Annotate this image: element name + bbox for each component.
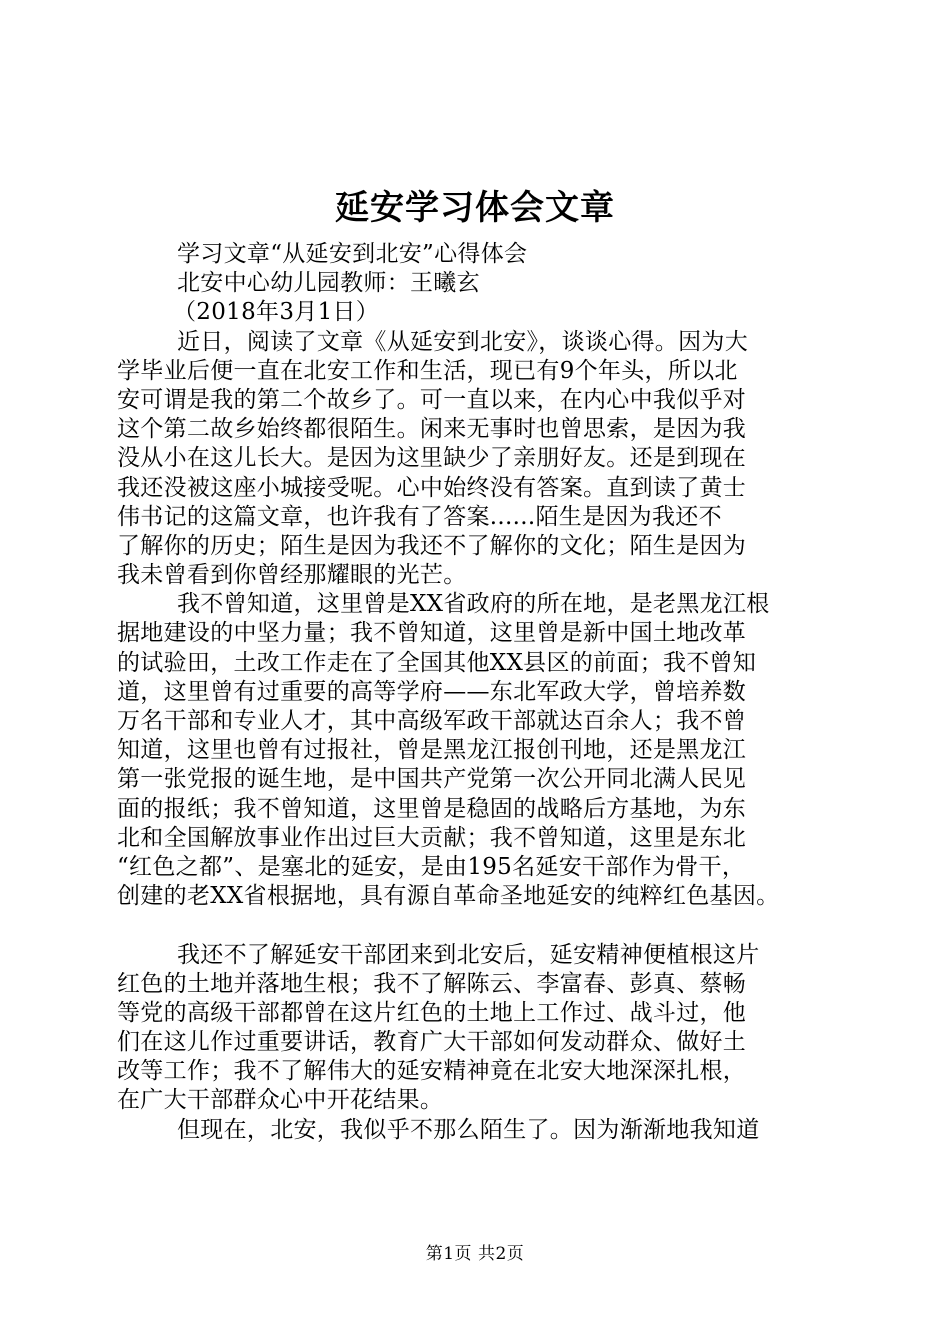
paragraph-line: 我还没被这座小城接受呢。心中始终没有答案。直到读了黄士 — [117, 474, 747, 501]
document-body — [117, 240, 837, 1145]
subtitle-line: 学习文章“从延安到北安”心得体会 — [177, 241, 528, 267]
page-number-footer: 第1页 共2页 — [425, 1244, 525, 1264]
paragraph-line: 的试验田，土改工作走在了全国其他XX县区的前面；我不曾知 — [117, 649, 757, 676]
paragraph-3 — [117, 941, 837, 1116]
page-title: 延安学习体会文章 — [335, 188, 615, 228]
paragraph-line: 我还不了解延安干部团来到北安后，延安精神便植根这片 — [177, 941, 760, 968]
paragraph-line: 红色的土地并落地生根；我不了解陈云、李富春、彭真、蔡畅 — [117, 970, 747, 997]
paragraph-line: 我未曾看到你曾经那耀眼的光芒。 — [117, 562, 467, 589]
paragraph-line: 万名干部和专业人才，其中高级军政干部就达百余人；我不曾 — [117, 708, 747, 734]
paragraph-1 — [117, 328, 837, 591]
paragraph-line: “红色之都”、是塞北的延安，是由195名延安干部作为骨干， — [117, 853, 746, 880]
paragraph-line: 这个第二故乡始终都很陌生。闲来无事时也曾思索，是因为我 — [117, 416, 747, 443]
paragraph-line: 我不曾知道，这里曾是XX省政府的所在地，是老黑龙江根 — [177, 591, 770, 618]
paragraph-line: 在广大干部群众心中开花结果。 — [117, 1087, 444, 1114]
paragraph-line: 第一张党报的诞生地，是中国共产党第一次公开同北满人民见 — [117, 766, 747, 793]
author-line: 北安中心幼儿园教师：王曦玄 — [177, 270, 480, 297]
paragraph-line: 等党的高级干部都曾在这片红色的土地上工作过、战斗过，他 — [117, 999, 747, 1026]
paragraph-line: 但现在，北安，我似乎不那么陌生了。因为渐渐地我知道 — [177, 1116, 760, 1143]
paragraph-line: 改等工作；我不了解伟大的延安精神竟在北安大地深深扎根， — [117, 1058, 747, 1085]
paragraph-2 — [117, 590, 837, 911]
date-line: （2018年3月1日） — [173, 299, 380, 326]
paragraph-line: 创建的老XX省根据地，具有源自革命圣地延安的纯粹红色基因。 — [117, 883, 780, 910]
paragraph-line: 据地建设的中坚力量；我不曾知道，这里曾是新中国土地改革 — [117, 620, 747, 647]
paragraph-line: 近日，阅读了文章《从延安到北安》，谈谈心得。因为大 — [177, 328, 748, 355]
paragraph-gap — [117, 911, 837, 940]
paragraph-line: 了解你的历史；陌生是因为我还不了解你的文化；陌生是因为 — [117, 532, 747, 559]
paragraph-line: 没从小在这儿长大。是因为这里缺少了亲朋好友。还是到现在 — [117, 445, 747, 472]
paragraph-4 — [117, 1116, 837, 1145]
paragraph-line: 们在这儿作过重要讲话，教育广大干部如何发动群众、做好土 — [117, 1029, 747, 1056]
paragraph-line: 道，这里曾有过重要的高等学府——东北军政大学，曾培养数 — [117, 678, 747, 705]
paragraph-line: 伟书记的这篇文章，也许我有了答案......陌生是因为我还不 — [117, 503, 722, 530]
paragraph-line: 安可谓是我的第二个故乡了。可一直以来，在内心中我似乎对 — [117, 386, 747, 413]
paragraph-line: 知道，这里也曾有过报社，曾是黑龙江报创刊地，还是黑龙江 — [117, 737, 747, 764]
paragraph-line: 北和全国解放事业作出过巨大贡献；我不曾知道，这里是东北 — [117, 824, 747, 851]
paragraph-line: 面的报纸；我不曾知道，这里曾是稳固的战略后方基地，为东 — [117, 795, 747, 822]
paragraph-line: 学毕业后便一直在北安工作和生活，现已有9个年头，所以北 — [117, 357, 738, 384]
